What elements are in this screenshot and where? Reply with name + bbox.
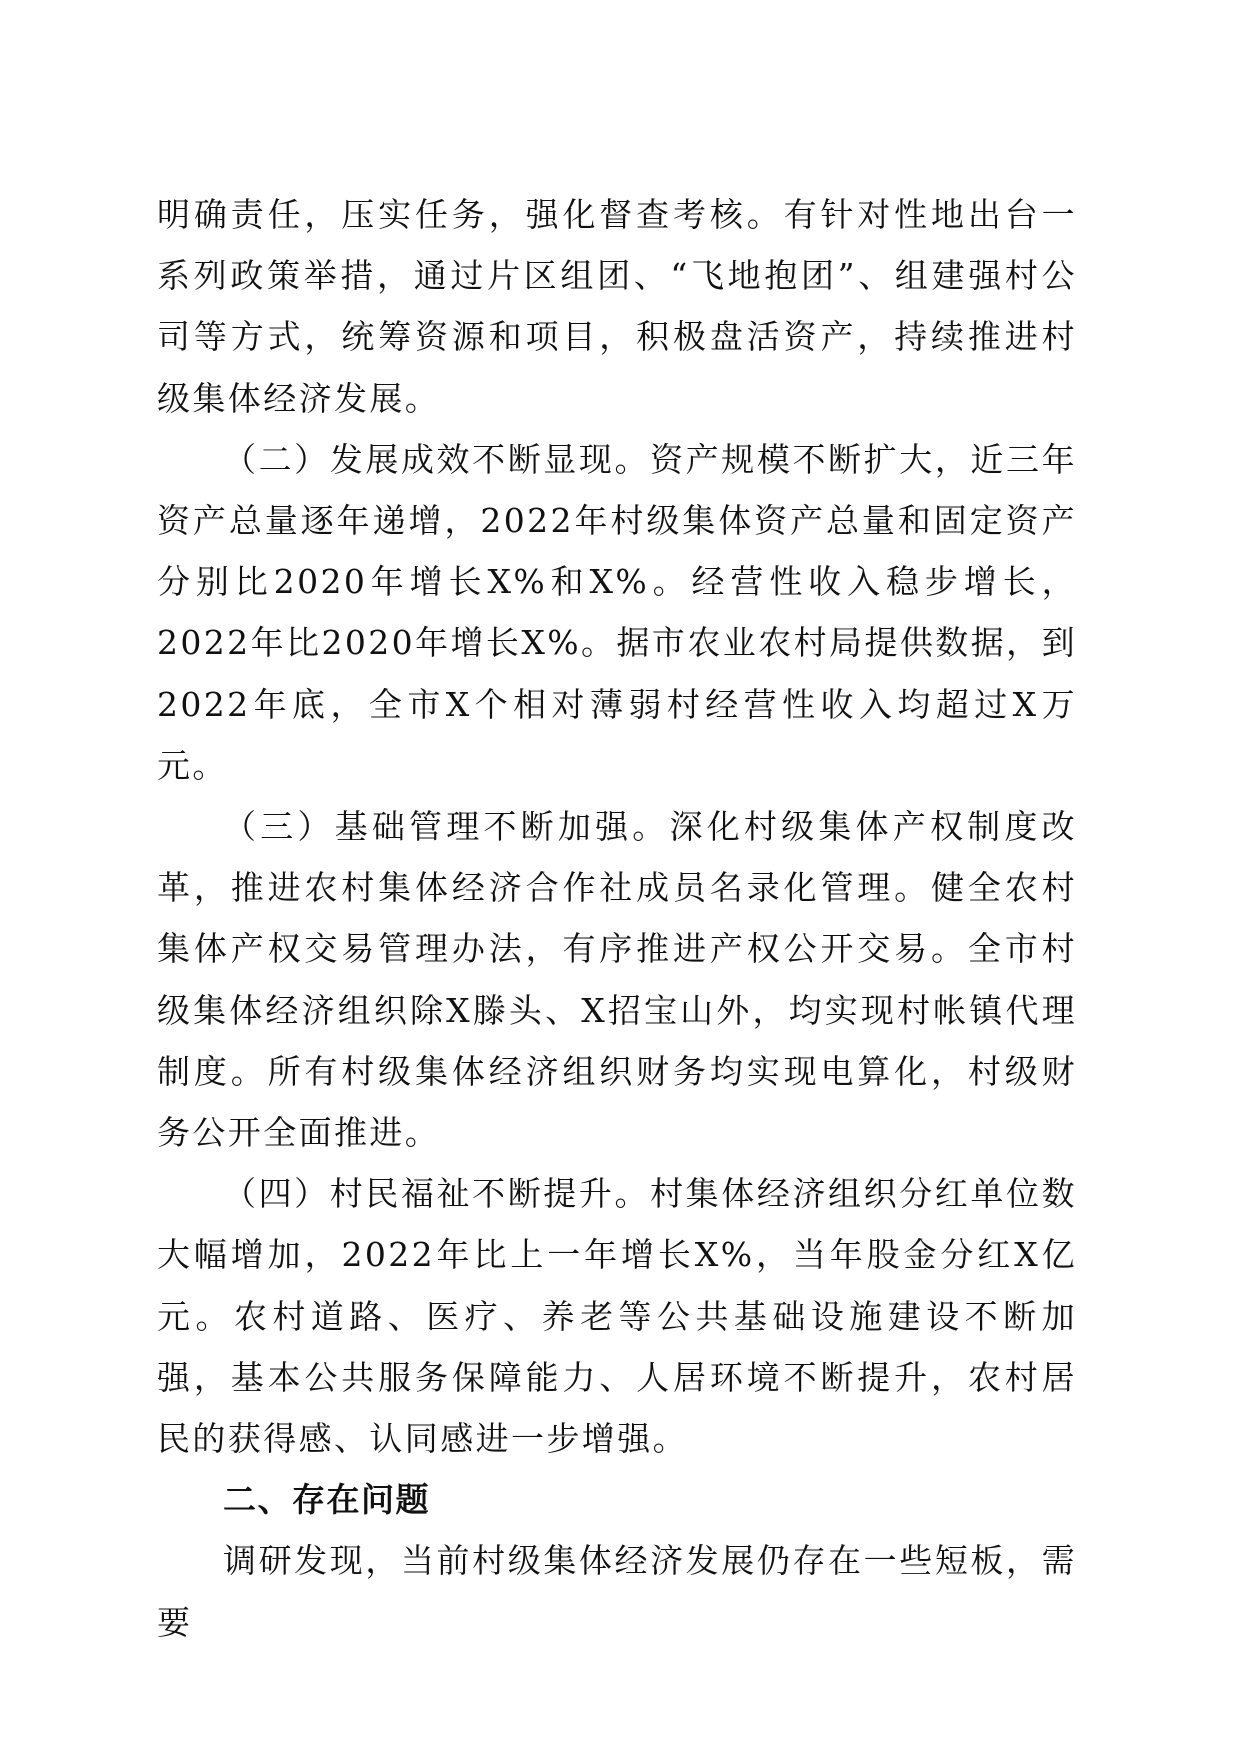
section-heading-problems: 二、存在问题 — [223, 1480, 430, 1520]
paragraph-text: 深化村级集体产权制度改革，推进农村集体经济合作社成员名录化管理。健全农村集体产权交易管理办法，有序推进产权公开交易。全市村级集体经济组织除X滕头、X招宝山外，均实现村帐镇代理制度。所有村级集体经济组织财务均实现电算化，村级财务公开全面推进。 — [157, 807, 1077, 1153]
paragraph-responsibility: 明确责任，压实任务，强化督查考核。有针对性地出台一系列政策举措，通过片区组团、“飞地抱团”、组建强村公司等方式，统筹资源和项目，积极盘活资产，持续推进村级集体经济发展。 — [157, 195, 1077, 418]
paragraph-development-results — [157, 429, 1077, 796]
paragraph-lead: （四）村民福祉不断提升。 — [223, 1174, 651, 1214]
paragraph-villager-welfare — [157, 1163, 1077, 1469]
paragraph-text: 村集体经济组织分红单位数大幅增加，2022年比上一年增长X%，当年股金分红X亿元。农村道路、医疗、养老等公共基础设施建设不断加强，基本公共服务保障能力、人居环境不断提升，农村居民的获得感、认同感进一步增强。 — [157, 1174, 1078, 1459]
document-body — [157, 184, 1077, 1653]
paragraph-research-findings: 调研发现，当前村级集体经济发展仍存在一些短板，需要 — [157, 1541, 1077, 1642]
paragraph-lead: （二）发展成效不断显现。 — [223, 439, 651, 479]
paragraph-basic-management — [157, 796, 1077, 1163]
paragraph-lead: （三）基础管理不断加强。 — [223, 807, 670, 847]
paragraph-text: 资产规模不断扩大，近三年资产总量逐年递增，2022年村级集体资产总量和固定资产分别比2020年增长X%和X%。经营性收入稳步增长，2022年比2020年增长X%。据市农业农村局提供数据，到2022年底，全市X个相对薄弱村经营性收入均超过X万元。 — [157, 439, 1077, 785]
